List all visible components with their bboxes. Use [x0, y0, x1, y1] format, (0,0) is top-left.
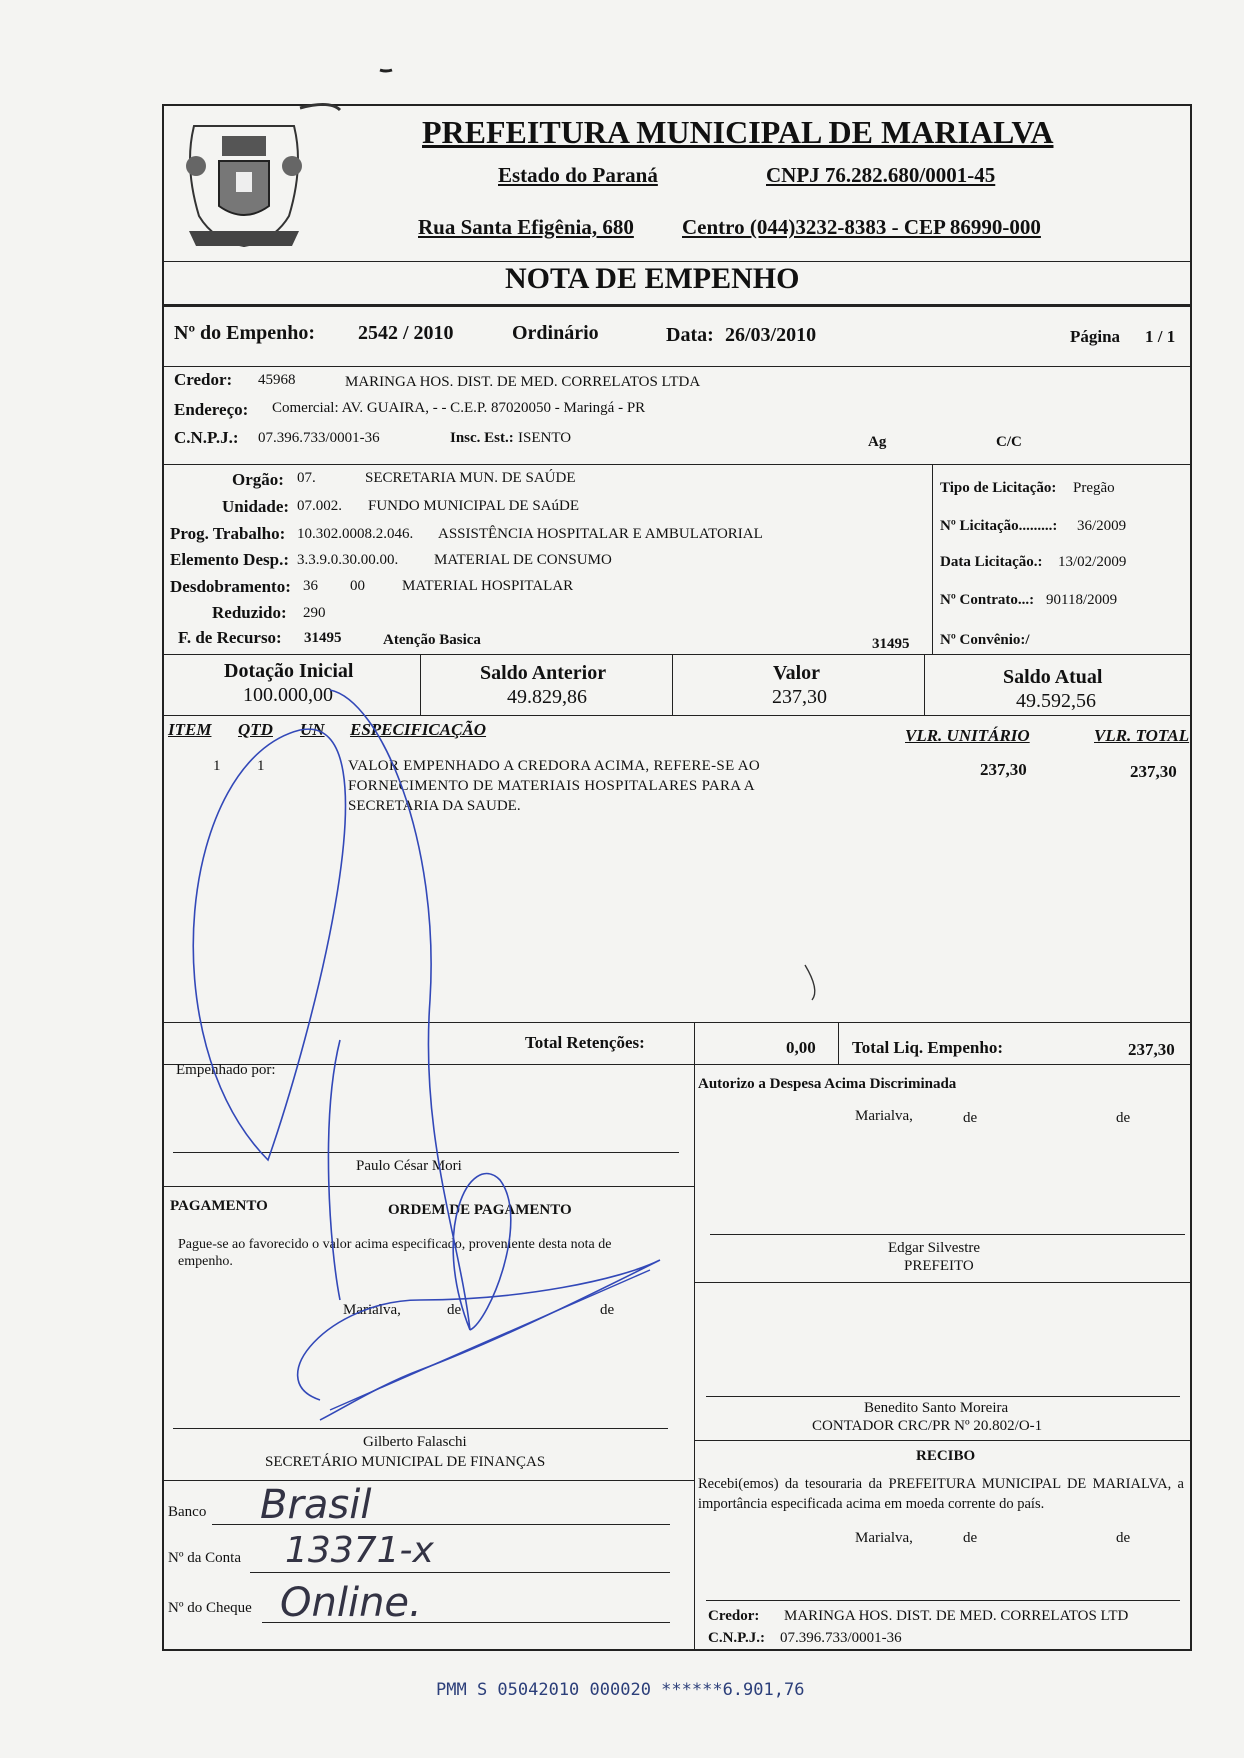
recibo-credor-name: MARINGA HOS. DIST. DE MED. CORRELATOS LTD	[784, 1608, 1129, 1624]
conta-label: Nº da Conta	[168, 1550, 241, 1566]
elemento-code: 3.3.9.0.30.00.00.	[297, 552, 399, 568]
licitacao-number: 36/2009	[1077, 518, 1127, 534]
empenho-date: 26/03/2010	[725, 324, 817, 346]
desdobramento-sub: 00	[350, 578, 365, 594]
page-title: PREFEITURA MUNICIPAL DE MARIALVA	[422, 114, 1054, 150]
date-label: Data:	[666, 324, 714, 346]
recurso-label: F. de Recurso:	[178, 628, 282, 647]
address-label: Endereço:	[174, 400, 249, 419]
pagamento-de2: de	[600, 1302, 615, 1318]
pagamento-label: PAGAMENTO	[170, 1198, 268, 1214]
desdobramento-name: MATERIAL HOSPITALAR	[402, 578, 574, 594]
page-label: Página	[1070, 327, 1121, 346]
saldo-atual-label: Saldo Atual	[1003, 666, 1103, 688]
unidade-label: Unidade:	[222, 497, 290, 516]
contact-header: Centro (044)3232-8383 - CEP 86990-000	[682, 215, 1041, 239]
saldo-atual-value: 49.592,56	[1016, 690, 1096, 712]
secretario-name: Gilberto Falaschi	[363, 1434, 467, 1450]
cc-label: C/C	[996, 434, 1022, 450]
unidade-code: 07.002.	[297, 498, 342, 514]
liquido-value: 237,30	[1128, 1040, 1175, 1059]
reduzido-label: Reduzido:	[212, 603, 287, 622]
liquido-label: Total Liq. Empenho:	[852, 1038, 1003, 1057]
dotacao-value: 100.000,00	[243, 684, 333, 706]
insc-label: Insc. Est.:	[450, 430, 514, 446]
contador-title: CONTADOR CRC/PR Nº 20.802/O-1	[812, 1418, 1043, 1434]
reduzido-value: 290	[303, 605, 326, 621]
col-header-unit: VLR. UNITÁRIO	[905, 726, 1030, 745]
saldo-anterior-value: 49.829,86	[507, 686, 587, 708]
recibo-de1: de	[963, 1530, 978, 1546]
credor-address: Comercial: AV. GUAIRA, - - C.E.P. 87020050 - Maringá - PR	[272, 400, 646, 416]
unidade-name: FUNDO MUNICIPAL DE SAúDE	[368, 498, 579, 514]
prog-label: Prog. Trabalho:	[170, 524, 286, 543]
recurso-code-right: 31495	[872, 636, 910, 652]
state-name: Estado do Paraná	[498, 163, 658, 187]
item-spec-line2: FORNECIMENTO DE MATERIAIS HOSPITALARES PARA A	[348, 778, 755, 794]
cnpj-label: C.N.P.J.:	[174, 428, 239, 447]
banco-value: Brasil	[260, 1482, 372, 1528]
item-spec-line3: SECRETARIA DA SAUDE.	[348, 798, 521, 814]
prog-code: 10.302.0008.2.046.	[297, 526, 414, 542]
prefeito-title: PREFEITO	[904, 1258, 974, 1274]
valor-value: 237,30	[772, 686, 827, 708]
credor-code: 45968	[258, 372, 296, 388]
recurso-code: 31495	[304, 630, 342, 646]
recibo-marialva: Marialva,	[855, 1530, 913, 1546]
prog-name: ASSISTÊNCIA HOSPITALAR E AMBULATORIAL	[438, 526, 763, 542]
processing-stamp: PMM S 05042010 000020 ******6.901,76	[436, 1680, 805, 1700]
recibo-cnpj-label: C.N.P.J.:	[708, 1630, 765, 1646]
secretario-title: SECRETÁRIO MUNICIPAL DE FINANÇAS	[265, 1454, 546, 1470]
autorizo-marialva: Marialva,	[855, 1108, 913, 1124]
orgao-label: Orgão:	[232, 470, 284, 489]
recibo-de2: de	[1116, 1530, 1131, 1546]
empenho-type: Ordinário	[512, 322, 599, 344]
pagamento-de1: de	[447, 1302, 462, 1318]
pagamento-text: Pague-se ao favorecido o valor acima especificado, proveniente desta nota de empenho.	[178, 1237, 612, 1269]
licitacao-number-label: Nº Licitação.........:	[940, 518, 1058, 534]
retencoes-value: 0,00	[786, 1038, 816, 1057]
recibo-text: Recebi(emos) da tesouraria da PREFEITURA MUNICIPAL DE MARIALVA, a importância especificada acima em moeda corrente do país.	[698, 1476, 1184, 1512]
autorizo-de1: de	[963, 1110, 978, 1126]
licitacao-type-label: Tipo de Licitação:	[940, 480, 1057, 496]
valor-label: Valor	[773, 662, 821, 684]
licitacao-date: 13/02/2009	[1058, 554, 1127, 570]
ag-label: Ag	[868, 434, 887, 450]
orgao-name: SECRETARIA MUN. DE SAÚDE	[365, 470, 576, 486]
contrato-label: Nº Contrato...:	[940, 592, 1035, 608]
cnpj-header: CNPJ 76.282.680/0001-45	[766, 163, 996, 187]
recurso-name: Atenção Basica	[383, 632, 481, 648]
banco-label: Banco	[168, 1504, 207, 1520]
convenio-label: Nº Convênio:/	[940, 632, 1030, 648]
col-header-qtd: QTD	[238, 720, 273, 739]
item-qtd: 1	[257, 758, 265, 774]
col-header-un: UN	[300, 720, 325, 739]
contador-name: Benedito Santo Moreira	[864, 1400, 1009, 1416]
col-header-total: VLR. TOTAL	[1094, 726, 1190, 745]
cheque-label: Nº do Cheque	[168, 1600, 252, 1616]
pagamento-marialva: Marialva,	[343, 1302, 401, 1318]
saldo-anterior-label: Saldo Anterior	[480, 662, 607, 684]
autorizo-de2: de	[1116, 1110, 1131, 1126]
item-total-value: 237,30	[1130, 762, 1177, 781]
insc-value: ISENTO	[518, 430, 572, 446]
recibo-title: RECIBO	[916, 1448, 976, 1464]
licitacao-date-label: Data Licitação.:	[940, 554, 1043, 570]
dotacao-label: Dotação Inicial	[224, 660, 354, 682]
empenho-number-label: Nº do Empenho:	[174, 322, 316, 344]
empenho-number: 2542 / 2010	[358, 322, 454, 344]
address-header: Rua Santa Efigênia, 680	[418, 215, 634, 239]
prefeito-name: Edgar Silvestre	[888, 1240, 981, 1256]
empenhado-name: Paulo César Mori	[356, 1158, 462, 1174]
item-unit-value: 237,30	[980, 760, 1027, 779]
item-number: 1	[213, 758, 221, 774]
credor-label: Credor:	[174, 370, 233, 389]
document-title: NOTA DE EMPENHO	[505, 262, 800, 295]
page-number: 1 / 1	[1145, 327, 1176, 346]
desdobramento-label: Desdobramento:	[170, 577, 291, 596]
empenhado-label: Empenhado por:	[176, 1062, 276, 1078]
credor-name: MARINGA HOS. DIST. DE MED. CORRELATOS LTDA	[345, 374, 701, 390]
licitacao-type: Pregão	[1073, 480, 1115, 496]
cheque-value: Online.	[280, 1580, 422, 1626]
autorizo-label: Autorizo a Despesa Acima Discriminada	[698, 1076, 957, 1092]
recibo-cnpj: 07.396.733/0001-36	[780, 1630, 902, 1646]
ordem-pagamento-title: ORDEM DE PAGAMENTO	[388, 1202, 572, 1218]
conta-value: 13371-x	[285, 1530, 434, 1571]
credor-cnpj: 07.396.733/0001-36	[258, 430, 380, 446]
col-header-item: ITEM	[168, 720, 212, 739]
elemento-label: Elemento Desp.:	[170, 550, 289, 569]
item-spec-line1: VALOR EMPENHADO A CREDORA ACIMA, REFERE-SE AO	[348, 758, 761, 774]
elemento-name: MATERIAL DE CONSUMO	[434, 552, 612, 568]
contrato-number: 90118/2009	[1046, 592, 1118, 608]
orgao-code: 07.	[297, 470, 316, 486]
desdobramento-code: 36	[303, 578, 318, 594]
recibo-credor-label: Credor:	[708, 1608, 760, 1624]
col-header-spec: ESPECIFICAÇÃO	[350, 720, 487, 739]
retencoes-label: Total Retenções:	[525, 1033, 645, 1052]
